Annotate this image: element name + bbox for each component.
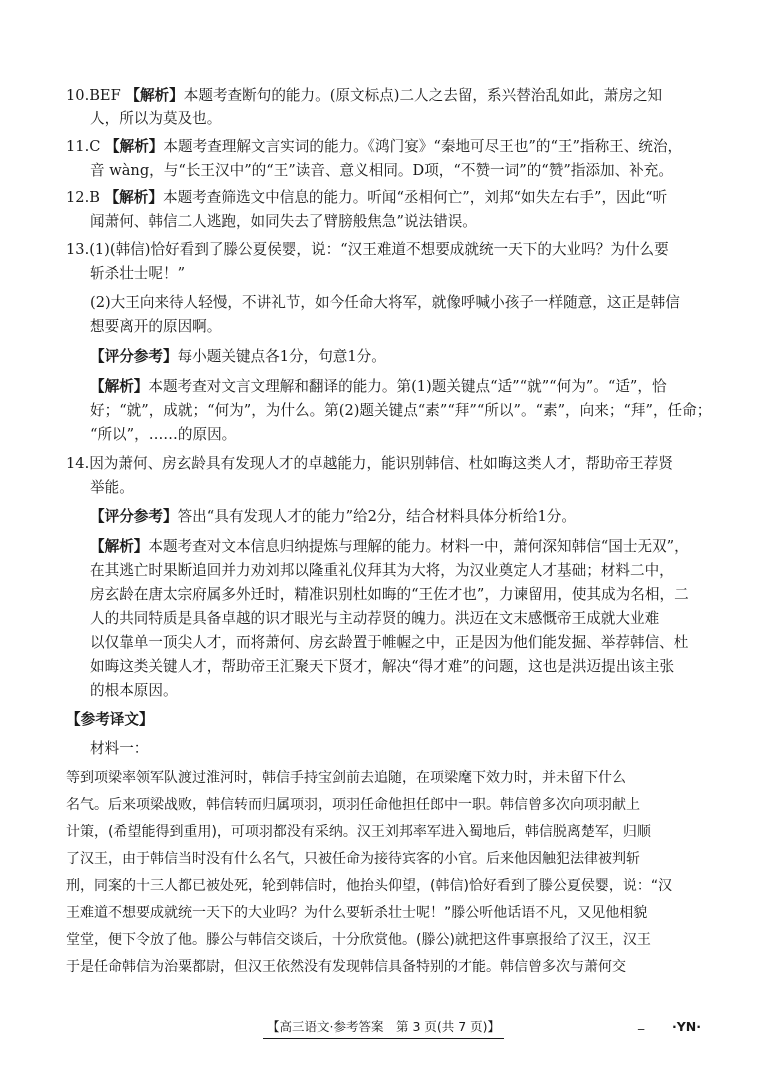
section-tag: 【解析】 (104, 189, 163, 206)
text-line: 10.BEF 【解析】本题考查断句的能力。(原文标点)二人之去留，系兴替治乱如此，萧房之知 (66, 87, 663, 104)
text-line: 了汉王，由于韩信当时没有什么名气，只被任命为接待宾客的小官。后来他因触犯法律被判斩 (66, 851, 640, 867)
text-line: 名气。后来项梁战败，韩信转而归属项羽，项羽任命他担任郎中一职。韩信曾多次向项羽献上 (66, 797, 640, 813)
text-line: 人，所以为莫及也。 (90, 110, 222, 127)
text-line: 人的共同特质是具备卓越的识才眼光与主动荐贤的魄力。洪迈在文末感慨帝王成就大业难 (90, 610, 660, 627)
text-line: 的根本原因。 (90, 682, 178, 699)
text-line: 【解析】本题考查对文言文理解和翻译的能力。第(1)题关键点“适”“就”“何为”。“适”，恰 (90, 378, 667, 395)
section-tag: 【参考译文】 (66, 711, 154, 728)
footer-dash: _ (638, 1015, 645, 1030)
text-line: 以仅靠单一顶尖人才，而将萧何、房玄龄置于帷幄之中，正是因为他们能发掘、举荐韩信、杜 (90, 634, 689, 651)
footer-region-code: ·YN· (672, 1019, 702, 1034)
page-footer (0, 1016, 764, 1038)
text-line: 好；“就”，成就；“何为”，为什么。第(2)题关键点“素”“拜”“所以”。“素”，向来；“拜”，任命； (90, 402, 712, 419)
text-line: 举能。 (90, 479, 134, 496)
text-line: 【解析】本题考查对文本信息归纳提炼与理解的能力。材料一中，萧何深知韩信“国士无双”， (90, 538, 689, 555)
text-line: 在其逃亡时果断追回并力劝刘邦以隆重礼仪拜其为大将，为汉业奠定人才基础；材料二中， (90, 562, 674, 579)
text-line: 材料一： (90, 740, 149, 757)
text-line: 13.(1)(韩信)恰好看到了滕公夏侯婴，说：“汉王难道不想要成就统一天下的大业吗？为什么要 (66, 241, 669, 258)
text-line: 房玄龄在唐太宗府属多外迁时，精准识别杜如晦的“王佐才也”，力谏留用，使其成为名相，二 (90, 586, 689, 603)
text-line: 计策，(希望能得到重用)，可项羽都没有采纳。汉王刘邦率军进入蜀地后，韩信脱离楚军，归顺 (66, 824, 651, 840)
text-line: 刑，同案的十三人都已被处死，轮到韩信时，他抬头仰望，(韩信)恰好看到了滕公夏侯婴，说：“汉 (66, 878, 673, 894)
text-line: 如晦这类关键人才，帮助帝王汇聚天下贤才，解决“得才难”的问题，这也是洪迈提出该主张 (90, 658, 675, 675)
text-line: 【评分参考】答出“具有发现人才的能力”给2分，结合材料具体分析给1分。 (90, 508, 576, 525)
text-line: 斩杀壮士呢！” (90, 265, 186, 282)
section-tag: 【解析】 (90, 538, 149, 555)
text-line: 堂堂，便下令放了他。滕公与韩信交谈后，十分欣赏他。(滕公)就把这件事禀报给了汉王，汉王 (66, 932, 651, 948)
section-tag: 【评分参考】 (90, 508, 178, 525)
section-tag: 【评分参考】 (90, 348, 178, 365)
text-line: 音 wàng，与“长王汉中”的“王”读音、意义相同。D项，“不赞一词”的“赞”指添加、补充。 (90, 162, 673, 179)
section-tag: 【解析】 (105, 138, 164, 155)
text-line: 闻萧何、韩信二人逃跑，如同失去了臂膀般焦急”说法错误。 (90, 213, 477, 230)
text-line: 想要离开的原因啊。 (90, 318, 222, 335)
text-line: 12.B 【解析】本题考查筛选文中信息的能力。听闻“丞相何亡”，刘邦“如失左右手”，因此“听 (66, 189, 668, 206)
footer-page-info: 【高三语文·参考答案 第 3 页(共 7 页)】 (263, 1016, 504, 1039)
text-line: 于是任命韩信为治粟都尉，但汉王依然没有发现韩信具备特别的才能。韩信曾多次与萧何交 (66, 959, 626, 975)
text-line: 【评分参考】每小题关键点各1分，句意1分。 (90, 348, 386, 365)
text-line: “所以”，……的原因。 (90, 426, 237, 443)
text-line: 等到项梁率领军队渡过淮河时，韩信手持宝剑前去追随，在项梁麾下效力时，并未留下什么 (66, 770, 626, 786)
text-line: 14.因为萧何、房玄龄具有发现人才的卓越能力，能识别韩信、杜如晦这类人才，帮助帝王荐贤 (66, 455, 673, 472)
text-line: (2)大王向来待人轻慢，不讲礼节，如今任命大将军，就像呼喊小孩子一样随意，这正是韩信 (90, 294, 680, 311)
section-tag: 【解析】 (90, 378, 149, 395)
text-line (0, 710, 764, 730)
section-tag: 【解析】 (125, 87, 184, 104)
text-line: 王难道不想要成就统一天下的大业吗？为什么要斩杀壮士呢！”滕公听他话语不凡，又见他相貌 (66, 905, 648, 921)
text-line: 11.C 【解析】本题考查理解文言实词的能力。《鸿门宴》“秦地可尽王也”的“王”指称王、统治， (66, 138, 683, 155)
